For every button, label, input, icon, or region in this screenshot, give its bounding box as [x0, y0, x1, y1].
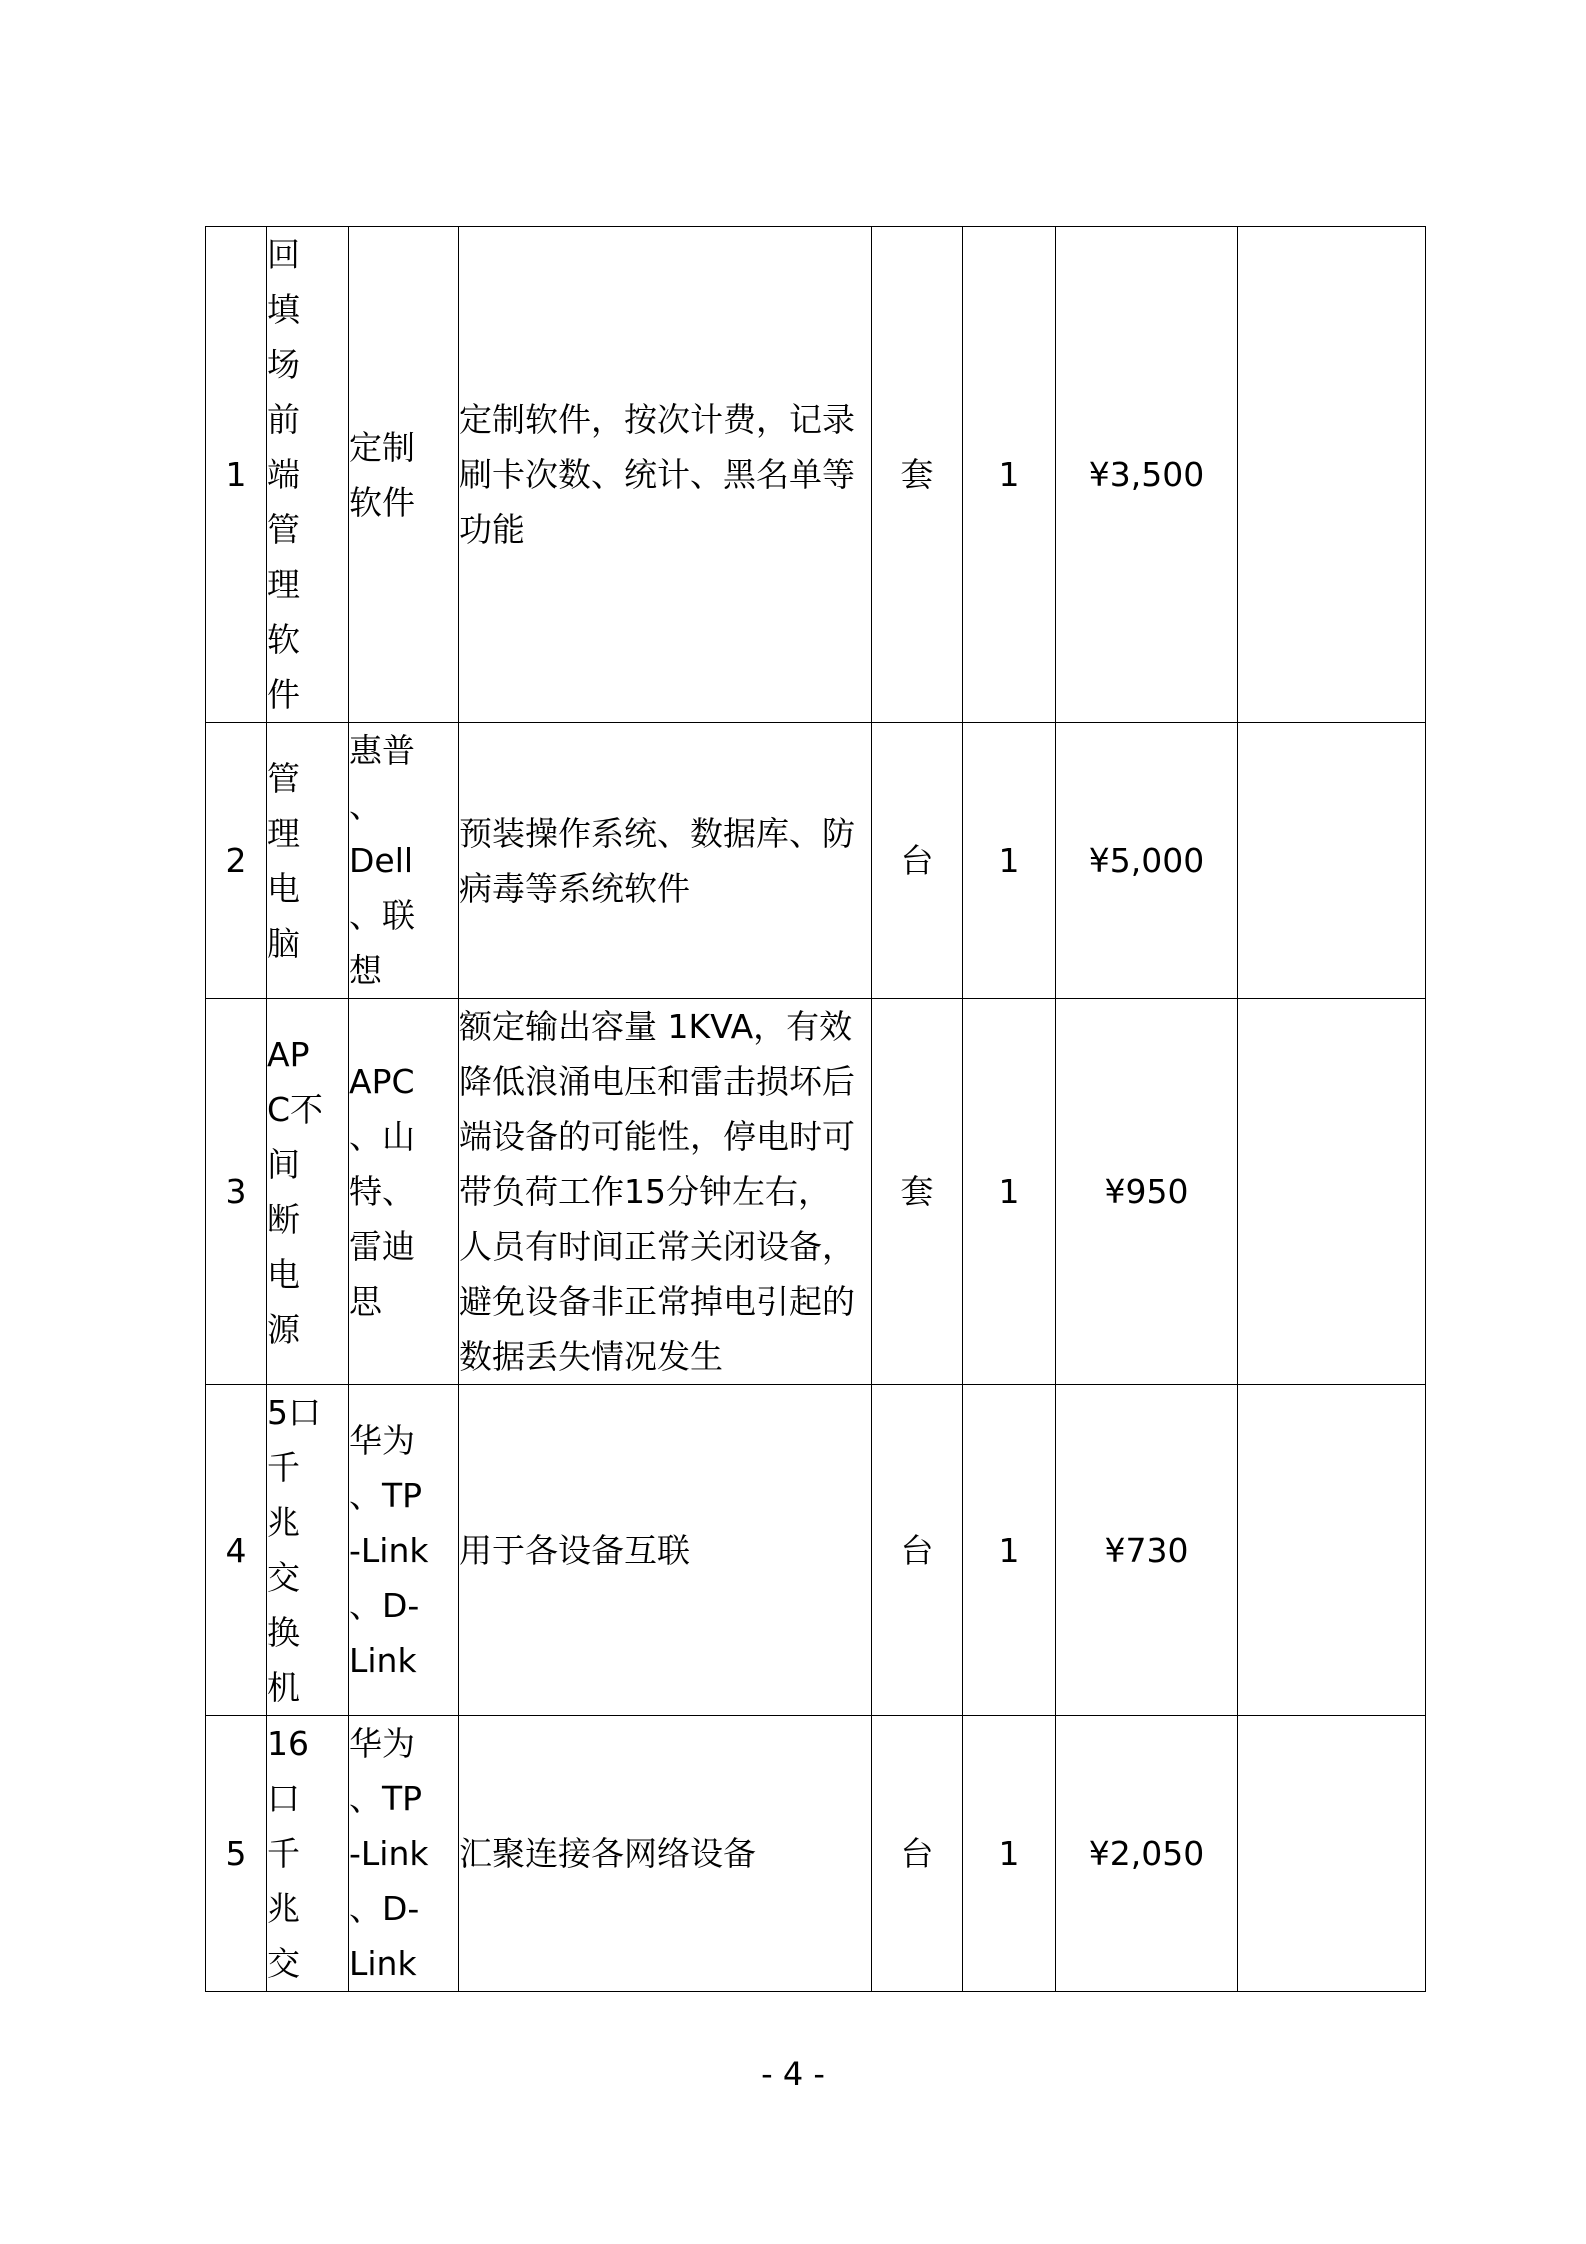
brand-cell: 华为 、TP -Link 、D- Link [349, 1385, 459, 1716]
table-row [206, 227, 1426, 723]
item-name-cell: 回 填 场 前 端 管 理 软 件 [267, 227, 349, 723]
description-cell: 定制软件，按次计费，记录 刷卡次数、统计、黑名单等 功能 [459, 227, 872, 723]
unit-cell: 台 [872, 1716, 963, 1992]
note-cell [1238, 227, 1426, 723]
note-cell [1238, 1716, 1426, 1992]
row-number-cell: 5 [206, 1716, 267, 1992]
brand-cell: APC 、山 特、 雷迪 思 [349, 999, 459, 1385]
row-number-cell: 4 [206, 1385, 267, 1716]
unit-cell: 套 [872, 999, 963, 1385]
note-cell [1238, 1385, 1426, 1716]
table-row [206, 1716, 1426, 1992]
row-number-cell: 1 [206, 227, 267, 723]
unit-cell: 套 [872, 227, 963, 723]
unit-cell: 台 [872, 1385, 963, 1716]
note-cell [1238, 723, 1426, 999]
quantity-cell: 1 [963, 1385, 1056, 1716]
quantity-cell: 1 [963, 999, 1056, 1385]
quantity-cell: 1 [963, 723, 1056, 999]
price-cell: ¥5,000 [1056, 723, 1238, 999]
page-number: - 4 - [761, 2055, 825, 2093]
table-row [206, 1385, 1426, 1716]
price-cell: ¥2,050 [1056, 1716, 1238, 1992]
item-name-cell: AP C不 间 断 电 源 [267, 999, 349, 1385]
brand-cell: 定制 软件 [349, 227, 459, 723]
table-row [206, 999, 1426, 1385]
item-name-cell: 5口 千 兆 交 换 机 [267, 1385, 349, 1716]
unit-cell: 台 [872, 723, 963, 999]
quantity-cell: 1 [963, 1716, 1056, 1992]
brand-cell: 华为 、TP -Link 、D- Link [349, 1716, 459, 1992]
item-name-cell: 管 理 电 脑 [267, 723, 349, 999]
description-cell: 额定输出容量 1KVA，有效 降低浪涌电压和雷击损坏后 端设备的可能性，停电时可 带负荷工作15分钟左右， 人员有时间正常关闭设备， 避免设备非正常掉电引起的 数据丢失情况发生 [459, 999, 872, 1385]
row-number-cell: 3 [206, 999, 267, 1385]
table-row [206, 723, 1426, 999]
price-cell: ¥730 [1056, 1385, 1238, 1716]
price-cell: ¥950 [1056, 999, 1238, 1385]
quantity-cell: 1 [963, 227, 1056, 723]
description-cell: 预装操作系统、数据库、防 病毒等系统软件 [459, 723, 872, 999]
description-cell: 用于各设备互联 [459, 1385, 872, 1716]
item-name-cell: 16 口 千 兆 交 [267, 1716, 349, 1992]
brand-cell: 惠普 、 Dell 、联 想 [349, 723, 459, 999]
note-cell [1238, 999, 1426, 1385]
description-cell: 汇聚连接各网络设备 [459, 1716, 872, 1992]
row-number-cell: 2 [206, 723, 267, 999]
equipment-table [205, 226, 1426, 1992]
price-cell: ¥3,500 [1056, 227, 1238, 723]
